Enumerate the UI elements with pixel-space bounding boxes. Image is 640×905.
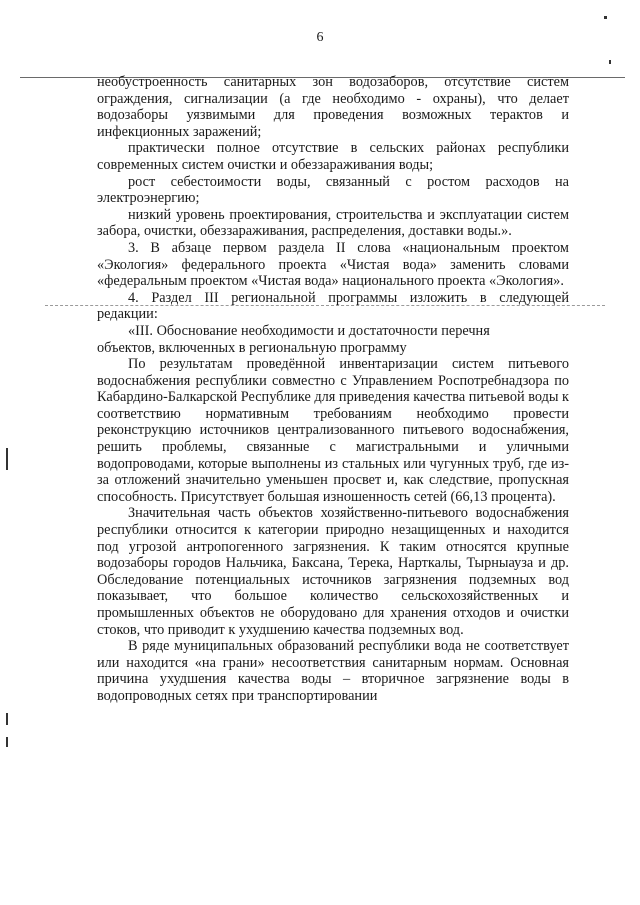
section-heading: объектов, включенных в региональную программу <box>97 339 407 356</box>
paragraph: Значительная часть объектов хозяйственно-питьевого водоснабжения республики относится к категории природно незащищенных и находится под угрозой антропогенного загрязнения. К таким относятся крупные водозаборы городов Нальчика, Баксана, Терека, Нарткалы, Тырныауза и др. Обследование потенциальных источников загрязнения подземных вод показывает, что большое количество сельскохозяйственных и промышленных объектов не оборудовано для хранения отходов и очистки стоков, что приводит к ухудшению качества подземных вод. <box>97 505 569 638</box>
paragraph: По результатам проведённой инвентаризации систем питьевого водоснабжения республики совместно с Управлением Роспотребнадзора по Кабардино-Балкарской Республике для приведения качества питьевой воды к соответствию нормативным требованиям необходимо провести реконструкцию источников централизованного питьевого водоснабжения, решить проблемы, связанные с магистральными и уличными водопроводами, которые выполнены из стальных или чугунных труб, где из-за отложений значительно уменьшен просвет и, как следствие, пропускная способность. Присутствует большая изношенность сетей (66,13 процента). <box>97 356 569 505</box>
paragraph: 4. Раздел III региональной программы изложить в следующей редакции: <box>97 289 569 323</box>
scan-edge-mark <box>609 60 611 64</box>
section-heading: «III. Обоснование необходимости и достаточности перечня <box>128 322 490 339</box>
paragraph: В ряде муниципальных образований республики вода не соответствует или находится «на грани» несоответствия санитарным нормам. Основная причина ухудшения качества воды – вторичное загрязнение воды в водопроводных сетях при транспортировании <box>97 638 569 704</box>
paragraph: практически полное отсутствие в сельских районах республики современных систем очистки и обеззараживания воды; <box>97 140 569 173</box>
scan-edge-mark <box>6 713 8 725</box>
paragraph: 3. В абзаце первом раздела II слова «национальным проектом «Экология» федерального проекта «Чистая вода» заменить словами «федеральным проектом «Чистая вода» национального проекта «Экология». <box>97 239 569 290</box>
scan-edge-mark <box>604 16 607 19</box>
scan-edge-mark <box>6 448 8 470</box>
paragraph: рост себестоимости воды, связанный с ростом расходов на электроэнергию; <box>97 173 569 207</box>
scan-edge-mark <box>6 737 8 747</box>
paragraph: низкий уровень проектирования, строительства и эксплуатации систем забора, очистки, обеззараживания, распределения, доставки воды.». <box>97 206 569 240</box>
document-body <box>97 74 569 705</box>
page-number: 6 <box>316 30 324 45</box>
paragraph: необустроенность санитарных зон водозаборов, отсутствие систем ограждения, сигнализации (а где необходимо - охраны), что делает водозаборы уязвимыми для проведения возможных терактов и инфекционных заражений; <box>97 74 569 140</box>
